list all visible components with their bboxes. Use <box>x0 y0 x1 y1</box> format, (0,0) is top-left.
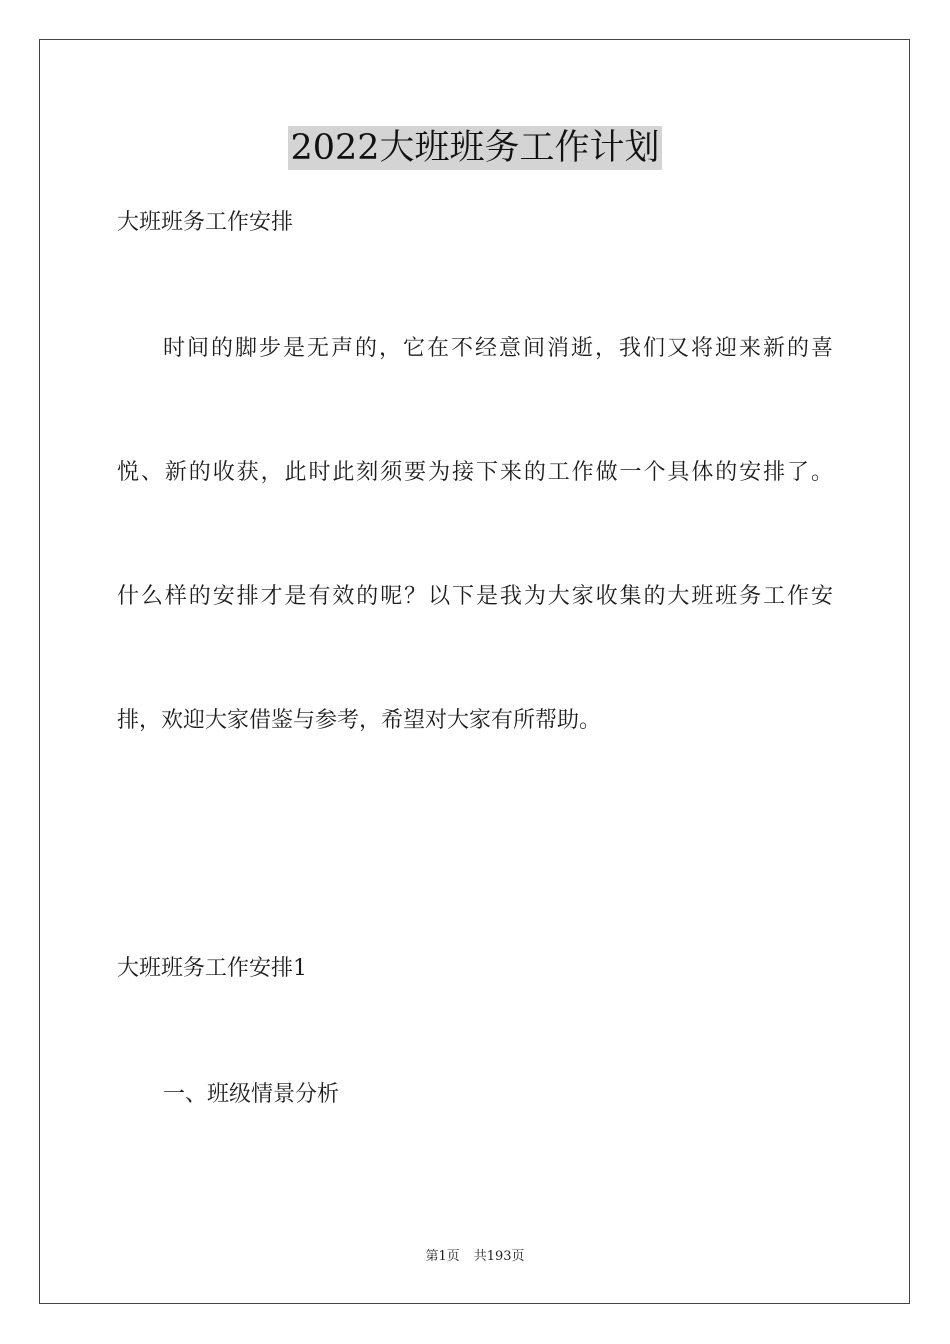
intro-line-4: 排，欢迎大家借鉴与参考，希望对大家有所帮助。 <box>117 708 602 733</box>
subsection-heading: 一、班级情景分析 <box>163 1082 340 1107</box>
intro-line-3: 什么样的安排才是有效的呢？以下是我为大家收集的大班班务工作安 <box>117 584 833 609</box>
intro-line-1: 时间的脚步是无声的，它在不经意间消逝，我们又将迎来新的喜 <box>163 336 833 361</box>
page-total: 共193页 <box>473 1249 525 1264</box>
intro-line-2: 悦、新的收获，此时此刻须要为接下来的工作做一个具体的安排了。 <box>117 460 833 485</box>
section-heading: 大班班务工作安排1 <box>117 956 307 981</box>
page-number: 第1页 <box>425 1249 460 1264</box>
title-wrapper <box>0 126 950 170</box>
page-footer <box>0 1248 950 1266</box>
document-title: 2022大班班务工作计划 <box>290 128 660 168</box>
document-subtitle: 大班班务工作安排 <box>117 210 294 235</box>
